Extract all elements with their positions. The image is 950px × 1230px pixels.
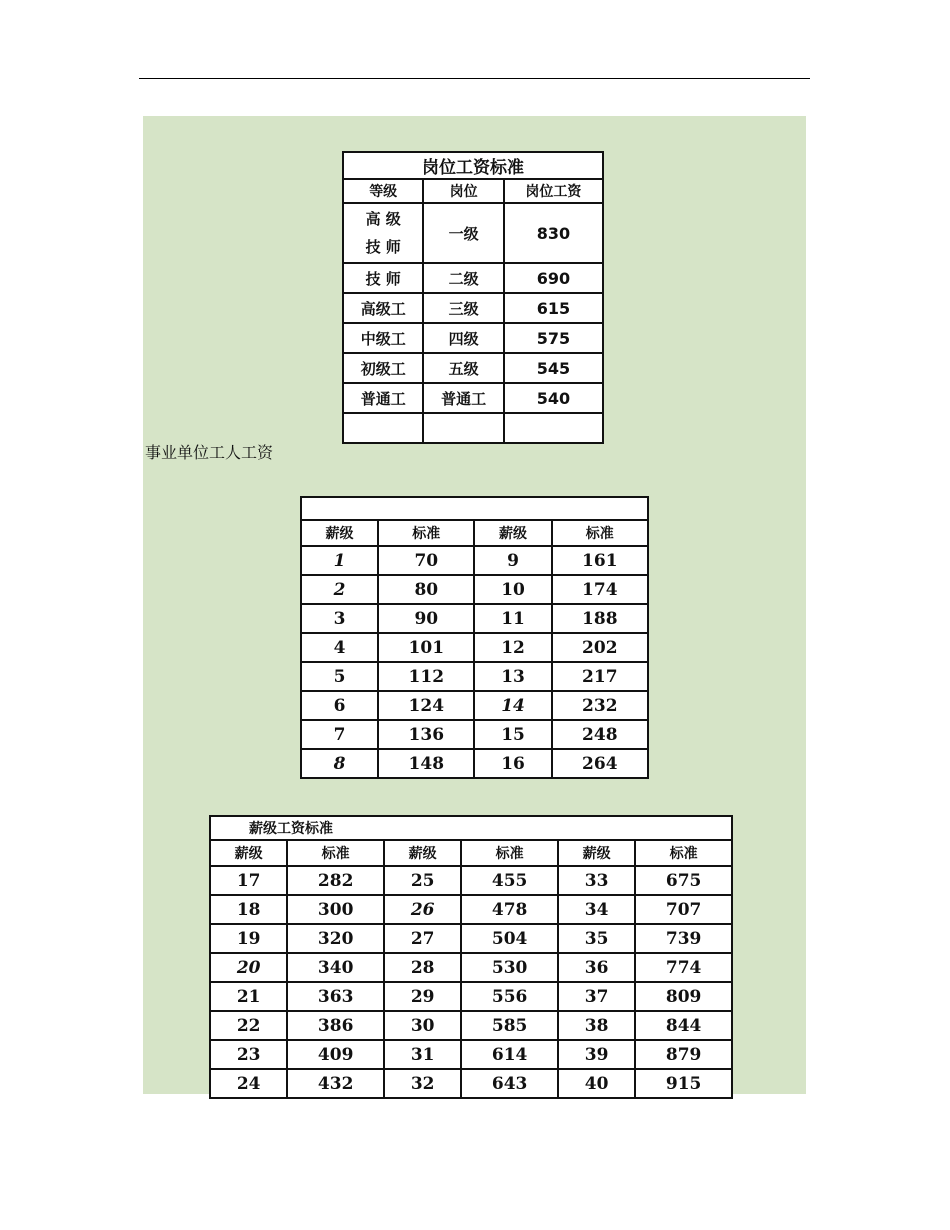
table-row — [210, 1011, 732, 1040]
standard-cell: 90 — [378, 604, 474, 633]
column-header: 岗位工资 — [504, 179, 603, 203]
grade-cell: 19 — [210, 924, 287, 953]
table-row — [301, 604, 648, 633]
wage-cell: 540 — [504, 383, 603, 413]
grade-cell: 31 — [384, 1040, 461, 1069]
standard-cell: 643 — [461, 1069, 558, 1098]
grade-cell: 24 — [210, 1069, 287, 1098]
header-rule — [139, 78, 810, 79]
grade-cell: 27 — [384, 924, 461, 953]
grade-line: 技 师 — [365, 238, 401, 256]
standard-cell: 248 — [552, 720, 648, 749]
grade-cell: 37 — [558, 982, 635, 1011]
grade-cell: 技 师 — [343, 263, 423, 293]
standard-cell: 282 — [287, 866, 384, 895]
standard-cell: 478 — [461, 895, 558, 924]
standard-cell: 148 — [378, 749, 474, 778]
grade-cell: 22 — [210, 1011, 287, 1040]
standard-cell: 340 — [287, 953, 384, 982]
grade-cell: 40 — [558, 1069, 635, 1098]
grade-cell: 35 — [558, 924, 635, 953]
standard-cell: 124 — [378, 691, 474, 720]
standard-cell: 774 — [635, 953, 732, 982]
standard-cell: 844 — [635, 1011, 732, 1040]
wage-cell: 690 — [504, 263, 603, 293]
column-header: 等级 — [343, 179, 423, 203]
column-header: 薪级 — [301, 520, 378, 546]
grade-cell: 38 — [558, 1011, 635, 1040]
column-header: 薪级 — [474, 520, 551, 546]
grade-cell: 26 — [384, 895, 461, 924]
empty-row — [343, 413, 603, 443]
grade-cell — [343, 203, 423, 263]
grade-cell: 34 — [558, 895, 635, 924]
standard-cell: 161 — [552, 546, 648, 575]
table-row — [343, 203, 603, 263]
table-row — [343, 323, 603, 353]
grade-cell: 15 — [474, 720, 551, 749]
standard-cell: 264 — [552, 749, 648, 778]
salary-grade-table-1 — [300, 496, 649, 779]
grade-cell: 39 — [558, 1040, 635, 1069]
table-row — [210, 1040, 732, 1069]
grade-cell: 1 — [301, 546, 378, 575]
blank-title-row — [301, 497, 648, 520]
grade-cell: 5 — [301, 662, 378, 691]
grade-cell: 6 — [301, 691, 378, 720]
table-title: 岗位工资标准 — [343, 152, 603, 179]
standard-cell: 455 — [461, 866, 558, 895]
table-row — [210, 895, 732, 924]
column-header: 标准 — [635, 840, 732, 866]
table-row — [343, 353, 603, 383]
post-cell: 二级 — [423, 263, 503, 293]
empty-cell — [423, 413, 503, 443]
grade-cell: 9 — [474, 546, 551, 575]
standard-cell: 409 — [287, 1040, 384, 1069]
standard-cell: 112 — [378, 662, 474, 691]
column-header: 标准 — [287, 840, 384, 866]
grade-cell: 8 — [301, 749, 378, 778]
post-cell: 四级 — [423, 323, 503, 353]
grade-cell: 2 — [301, 575, 378, 604]
table-row — [210, 924, 732, 953]
standard-cell: 386 — [287, 1011, 384, 1040]
standard-cell: 432 — [287, 1069, 384, 1098]
table-row — [343, 263, 603, 293]
standard-cell: 101 — [378, 633, 474, 662]
column-header: 薪级 — [384, 840, 461, 866]
table-row — [210, 982, 732, 1011]
table-title: 薪级工资标准 — [210, 816, 732, 840]
post-cell: 三级 — [423, 293, 503, 323]
wage-cell: 615 — [504, 293, 603, 323]
grade-cell: 4 — [301, 633, 378, 662]
standard-cell: 363 — [287, 982, 384, 1011]
post-cell: 一级 — [423, 203, 503, 263]
section-caption: 事业单位工人工资 — [145, 443, 274, 462]
table-row — [301, 546, 648, 575]
grade-cell: 14 — [474, 691, 551, 720]
column-header: 标准 — [461, 840, 558, 866]
salary-grade-table-2 — [209, 815, 733, 1099]
grade-cell: 11 — [474, 604, 551, 633]
wage-cell: 575 — [504, 323, 603, 353]
column-header: 岗位 — [423, 179, 503, 203]
grade-cell: 中级工 — [343, 323, 423, 353]
grade-cell: 28 — [384, 953, 461, 982]
standard-cell: 217 — [552, 662, 648, 691]
grade-cell: 20 — [210, 953, 287, 982]
grade-cell: 33 — [558, 866, 635, 895]
grade-line: 高 级 — [365, 210, 401, 228]
standard-cell: 174 — [552, 575, 648, 604]
table-row — [301, 662, 648, 691]
standard-cell: 504 — [461, 924, 558, 953]
standard-cell: 614 — [461, 1040, 558, 1069]
post-wage-table — [342, 151, 604, 444]
standard-cell: 809 — [635, 982, 732, 1011]
standard-cell: 879 — [635, 1040, 732, 1069]
standard-cell: 188 — [552, 604, 648, 633]
standard-cell: 585 — [461, 1011, 558, 1040]
grade-cell: 3 — [301, 604, 378, 633]
grade-cell: 16 — [474, 749, 551, 778]
table-row — [210, 1069, 732, 1098]
table-row — [343, 293, 603, 323]
wage-cell: 545 — [504, 353, 603, 383]
standard-cell: 232 — [552, 691, 648, 720]
grade-cell: 32 — [384, 1069, 461, 1098]
column-header: 薪级 — [558, 840, 635, 866]
table-row — [301, 720, 648, 749]
table-row — [210, 953, 732, 982]
table-row — [301, 575, 648, 604]
table-row — [343, 383, 603, 413]
standard-cell: 556 — [461, 982, 558, 1011]
grade-cell: 初级工 — [343, 353, 423, 383]
standard-cell: 320 — [287, 924, 384, 953]
grade-cell: 普通工 — [343, 383, 423, 413]
grade-cell: 7 — [301, 720, 378, 749]
grade-cell: 21 — [210, 982, 287, 1011]
grade-cell: 13 — [474, 662, 551, 691]
standard-cell: 675 — [635, 866, 732, 895]
column-header: 标准 — [552, 520, 648, 546]
standard-cell: 300 — [287, 895, 384, 924]
post-cell: 普通工 — [423, 383, 503, 413]
standard-cell: 707 — [635, 895, 732, 924]
post-cell: 五级 — [423, 353, 503, 383]
grade-cell: 23 — [210, 1040, 287, 1069]
table-row — [210, 866, 732, 895]
wage-cell: 830 — [504, 203, 603, 263]
grade-cell: 12 — [474, 633, 551, 662]
grade-cell: 10 — [474, 575, 551, 604]
empty-cell — [504, 413, 603, 443]
table-row — [301, 749, 648, 778]
grade-cell: 25 — [384, 866, 461, 895]
table-row — [301, 691, 648, 720]
grade-cell: 36 — [558, 953, 635, 982]
grade-cell: 30 — [384, 1011, 461, 1040]
grade-cell: 高级工 — [343, 293, 423, 323]
standard-cell: 915 — [635, 1069, 732, 1098]
grade-cell: 18 — [210, 895, 287, 924]
standard-cell: 530 — [461, 953, 558, 982]
standard-cell: 202 — [552, 633, 648, 662]
column-header: 薪级 — [210, 840, 287, 866]
standard-cell: 739 — [635, 924, 732, 953]
grade-cell: 29 — [384, 982, 461, 1011]
grade-cell: 17 — [210, 866, 287, 895]
column-header: 标准 — [378, 520, 474, 546]
standard-cell: 136 — [378, 720, 474, 749]
standard-cell: 70 — [378, 546, 474, 575]
table-row — [301, 633, 648, 662]
empty-cell — [343, 413, 423, 443]
standard-cell: 80 — [378, 575, 474, 604]
